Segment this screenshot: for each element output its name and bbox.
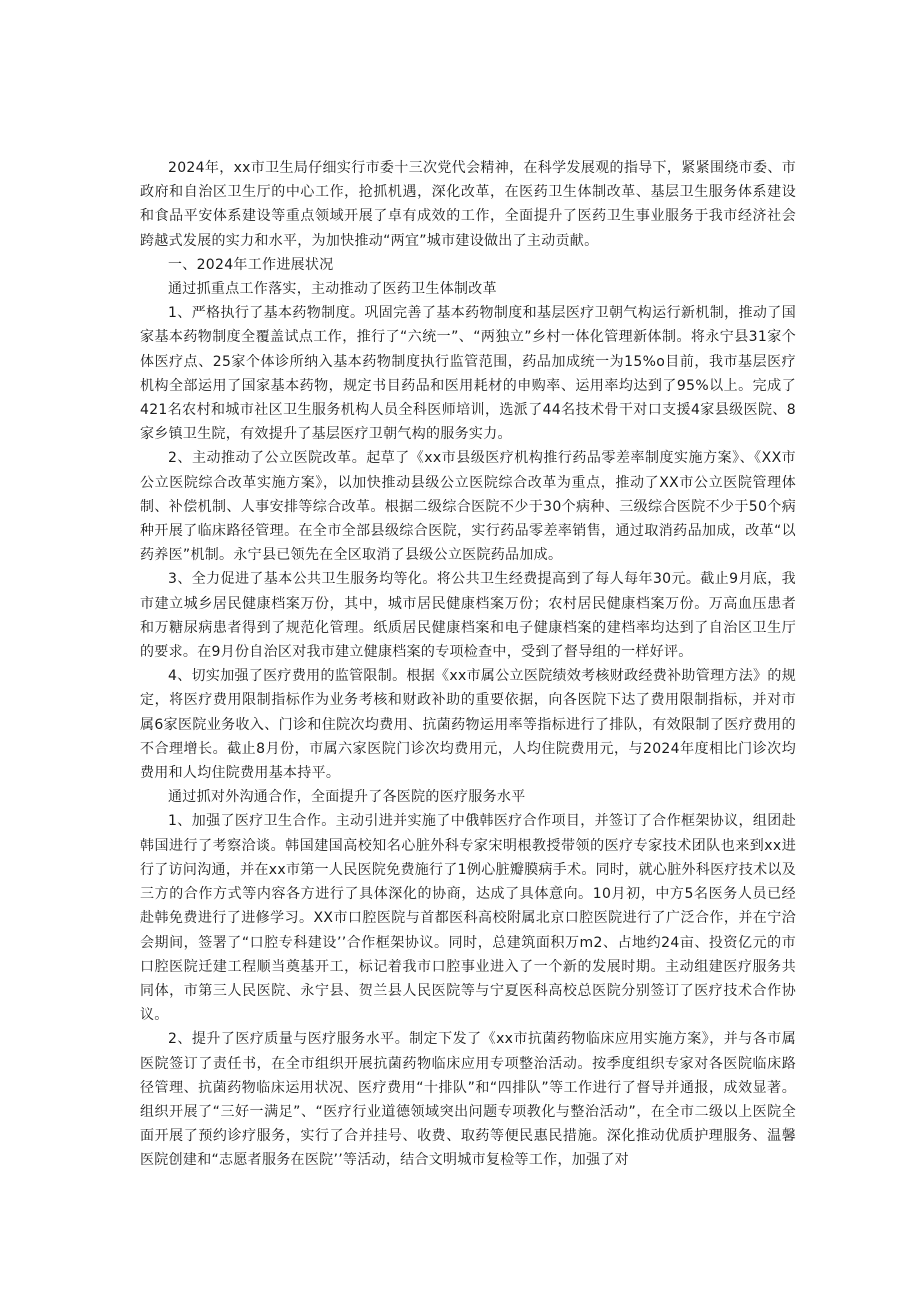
subsection-heading-cooperation: 通过抓对外沟通合作，全面提升了各医院的医疗服务水平 bbox=[168, 789, 526, 806]
paragraph-essential-drugs: 1、严格执行了基本药物制度。巩固完善了基本药物制度和基层医疗卫朝气构运行新机制，推动了国家基本药物制度全覆盖试点工作，推行了“六统一”、“两独立”乡村一体化管理新体制。将永宁县31家个体医疗点、25家个体诊所纳入基本药物制度执行监管范围，药品加成统一为15%o目前，我市基层医疗机构全部运用了国家基本药物，规定书目药品和医用耗材的申购率、运用率均达到了95%以上。完成了421名农村和城市社区卫生服务机构人员全科医师培训，选派了44名技术骨干对口支援4家县级医院、8家乡镇卫生院，有效提升了基层医疗卫朝气构的服务实力。 bbox=[140, 305, 796, 443]
paragraph-public-hospital-reform: 2、主动推动了公立医院改革。起草了《xx市县级医疗机构推行药品零差率制度实施方案》、《XX市公立医院综合改革实施方案》，以加快推动县级公立医院综合改革为重点，推动了XX市公立医院管理体制、补偿机制、人事安排等综合改革。根据二级综合医院不少于30个病种、三级综合医院不少于50个病种开展了临床路径管理。在全市全部县级综合医院，实行药品零差率销售，通过取消药品加成，改革“以药养医”机制。永宁县已领先在全区取消了县级公立医院药品加成。 bbox=[140, 450, 796, 564]
document-body bbox=[140, 156, 796, 1173]
paragraph-cost-control: 4、切实加强了医疗费用的监管限制。根据《xx市属公立医院绩效考核财政经费补助管理方法》的规定，将医疗费用限制指标作为业务考核和财政补助的重要依据，向各医院下达了费用限制指标，并对市属6家医院业务收入、门诊和住院次均费用、抗菌药物运用率等指标进行了排队，有效限制了医疗费用的不合理增长。截止8月份，市属六家医院门诊次均费用元，人均住院费用元，与2024年度相比门诊次均费用和人均住院费用基本持平。 bbox=[140, 668, 796, 782]
paragraph-quality-improvement: 2、提升了医疗质量与医疗服务水平。制定下发了《xx市抗菌药物临床应用实施方案》，并与各市属医院签订了责任书，在全市组织开展抗菌药物临床应用专项整治活动。按季度组织专家对各医院临床路径管理、抗菌药物临床运用状况、医疗费用“十排队”和“四排队”等工作进行了督导并通报，成效显著。组织开展了“三好一满足”、“医疗行业道德领域突出问题专项教化与整治活动”，在全市二级以上医院全面开展了预约诊疗服务，实行了合并挂号、收费、取药等便民惠民措施。深化推动优质护理服务、温馨医院创建和“志愿者服务在医院’’等活动，结合文明城市复检等工作，加强了对 bbox=[140, 1031, 796, 1169]
paragraph-public-health-services: 3、全力促进了基本公共卫生服务均等化。将公共卫生经费提高到了每人每年30元。截止9月底，我市建立城乡居民健康档案万份，其中，城市居民健康档案万份；农村居民健康档案万份。万高血压患者和万糖尿病患者得到了规范化管理。纸质居民健康档案和电子健康档案的建档率均达到了自治区卫生厅的要求。在9月份自治区对我市建立健康档案的专项检查中，受到了督导组的一样好评。 bbox=[140, 571, 796, 661]
intro-paragraph: 2024年，xx市卫生局仔细实行市委十三次党代会精神，在科学发展观的指导下，紧紧围绕市委、市政府和自治区卫生厅的中心工作，抢抓机遇，深化改革，在医药卫生体制改革、基层卫生服务体系建设和食品平安体系建设等重点领域开展了卓有成效的工作，全面提升了医药卫生事业服务于我市经济社会跨越式发展的实力和水平，为加快推动“两宜”城市建设做出了主动贡献。 bbox=[140, 160, 796, 249]
subsection-heading-reform: 通过抓重点工作落实，主动推动了医药卫生体制改革 bbox=[168, 281, 497, 298]
section-heading: 一、2024年工作进展状况 bbox=[168, 256, 334, 273]
paragraph-medical-cooperation: 1、加强了医疗卫生合作。主动引进并实施了中俄韩医疗合作项目，并签订了合作框架协议，组团赴韩国进行了考察洽谈。韩国建国高校知名心脏外科专家宋明根教授带领的医疗专家技术团队也来到xx进行了访问沟通，并在xx市第一人民医院免费施行了1例心脏瓣膜病手术。同时，就心脏外科医疗技术以及三方的合作方式等内容各方进行了具体深化的协商，达成了具体意向。10月初，中方5名医务人员已经赴韩免费进行了进修学习。XX市口腔医院与首都医科高校附属北京口腔医院进行了广泛合作，并在宁洽会期间，签署了“口腔专科建设’’合作框架协议。同时，总建筑面积万m2、占地约24亩、投资亿元的市口腔医院迁建工程顺当奠基开工，标记着我市口腔事业进入了一个新的发展时期。主动组建医疗服务共同体，市第三人民医院、永宁县、贺兰县人民医院等与宁夏医科高校总医院分别签订了医疗技术合作协议。 bbox=[140, 813, 796, 1024]
